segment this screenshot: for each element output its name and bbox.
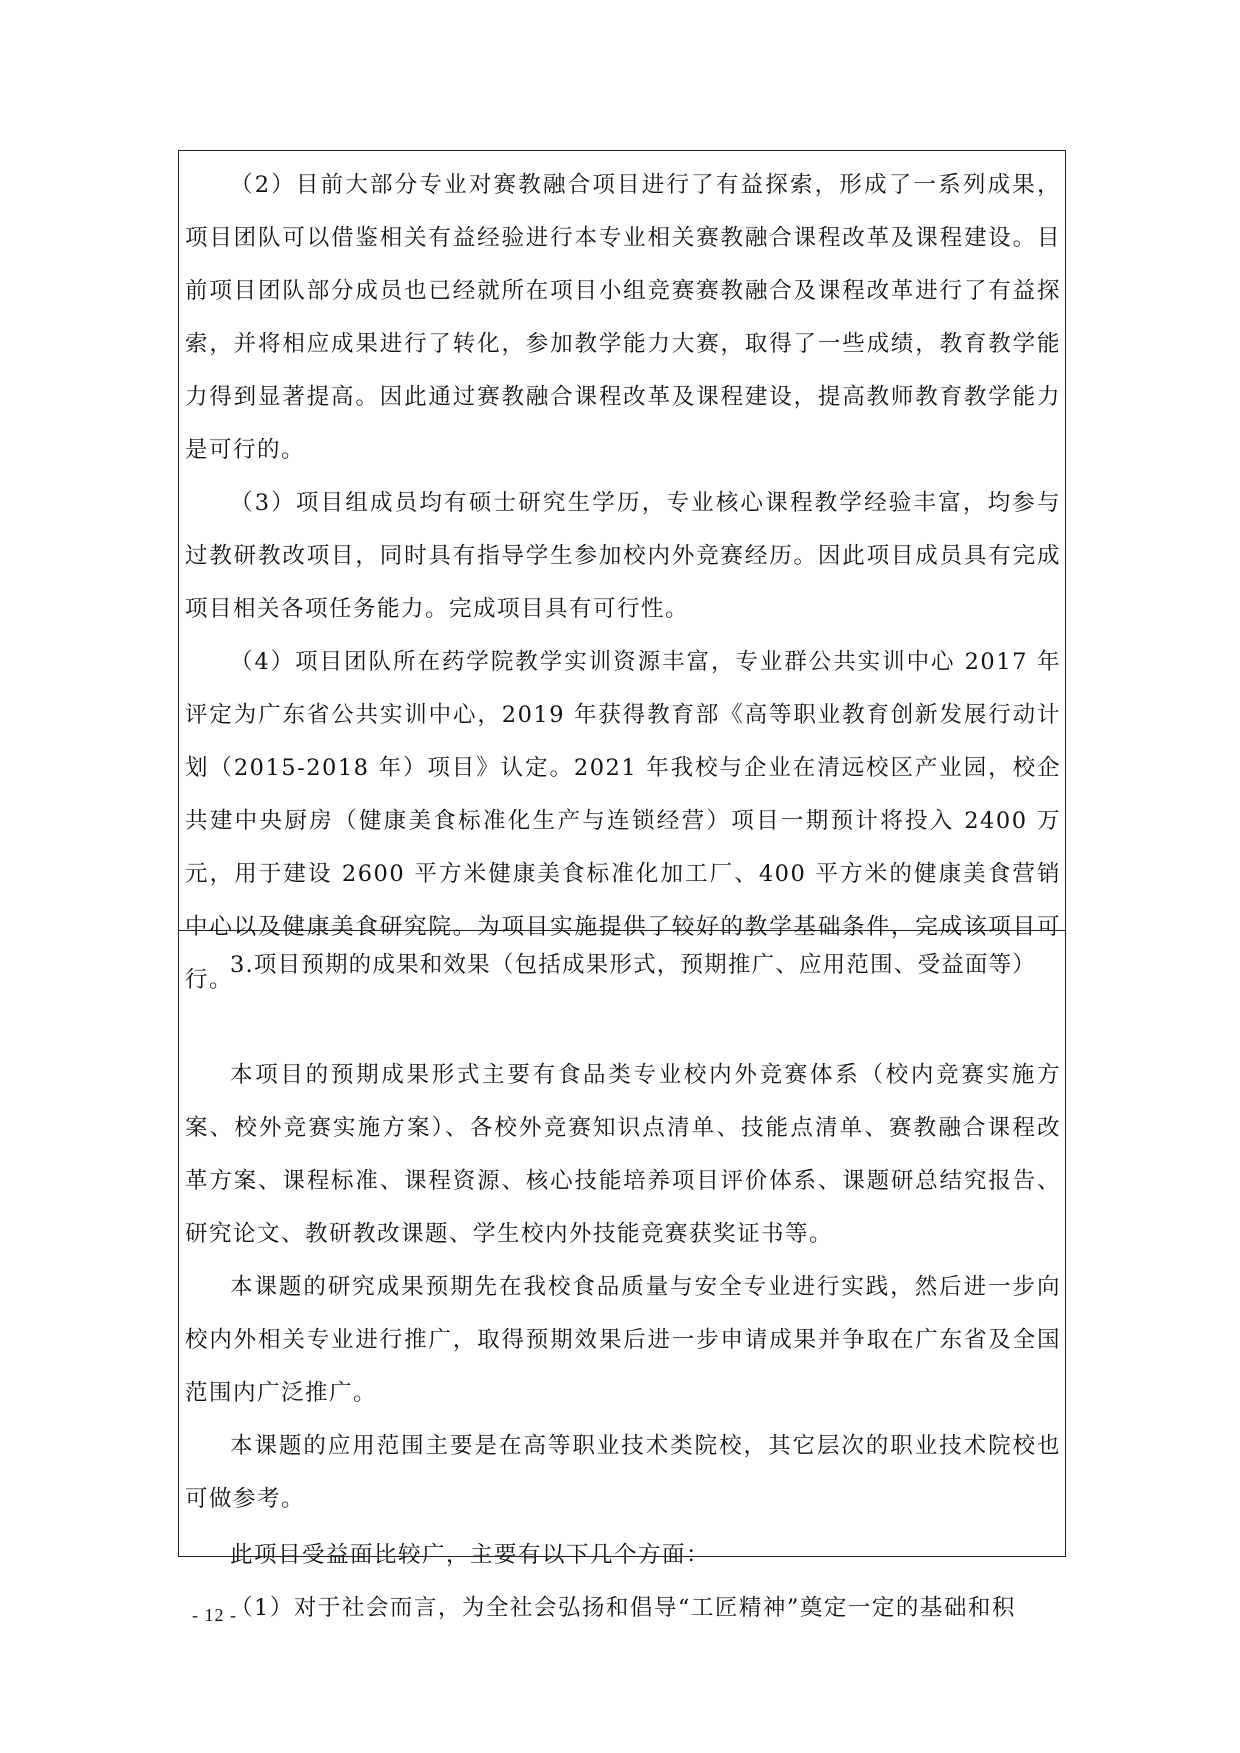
- paragraph-benefit-society: （1）对于社会而言，为全社会弘扬和倡导“工匠精神”奠定一定的基础和积: [230, 1595, 1016, 1621]
- paragraph-feasibility-4: （4）项目团队所在药学院教学实训资源丰富，专业群公共实训中心 2017 年评定为广东省公共实训中心，2019 年获得教育部《高等职业教育创新发展行动计划（2015-2018 年）项目》认定。2021 年我校与企业在清远校区产业园，校企共建中央厨房（健康美食标准化生产与连锁经营）项目一期预计将投入 2400 万元，用于建设 2600 平方米健康美食标准化加工厂、400 平方米的健康美食营销中心以及健康美食研究院。为项目实施提供了较好的教学基础条件，完成该项目可行。: [185, 649, 1061, 993]
- paragraph-application-scope: 本课题的应用范围主要是在高等职业技术类院校，其它层次的职业技术院校也可做参考。: [185, 1433, 1061, 1512]
- paragraph-feasibility-2: （2）目前大部分专业对赛教融合项目进行了有益探索，形成了一系列成果，项目团队可以借鉴相关有益经验进行本专业相关赛教融合课程改革及课程建设。目前项目团队部分成员也已经就所在项目小组竞赛赛教融合及课程改革进行了有益探索，并将相应成果进行了转化，参加教学能力大赛，取得了一些成绩，教育教学能力得到显著提高。因此通过赛教融合课程改革及课程建设，提高教师教育教学能力是可行的。: [185, 172, 1061, 463]
- paragraph-beneficiaries: 此项目受益面比较广，主要有以下几个方面：: [230, 1542, 711, 1568]
- page-number: - 12 -: [192, 1605, 237, 1625]
- paragraph-outcome-forms: 本项目的预期成果形式主要有食品类专业校内外竞赛体系（校内竞赛实施方案、校外竞赛实施方案）、各校外竞赛知识点清单、技能点清单、赛教融合课程改革方案、课程标准、课程资源、核心技能培养项目评价体系、课题研总结究报告、研究论文、教研教改课题、学生校内外技能竞赛获奖证书等。: [185, 1062, 1061, 1247]
- paragraph-promotion: 本课题的研究成果预期先在我校食品质量与安全专业进行实践，然后进一步向校内外相关专业进行推广，取得预期效果后进一步申请成果并争取在广东省及全国范围内广泛推广。: [185, 1274, 1061, 1406]
- paragraph-feasibility-3: （3）项目组成员均有硕士研究生学历，专业核心课程教学经验丰富，均参与过教研教改项目，同时具有指导学生参加校内外竞赛经历。因此项目成员具有完成项目相关各项任务能力。完成项目具有可行性。: [185, 490, 1061, 622]
- section-heading: 3.项目预期的成果和效果（包括成果形式，预期推广、应用范围、受益面等）: [230, 952, 1036, 978]
